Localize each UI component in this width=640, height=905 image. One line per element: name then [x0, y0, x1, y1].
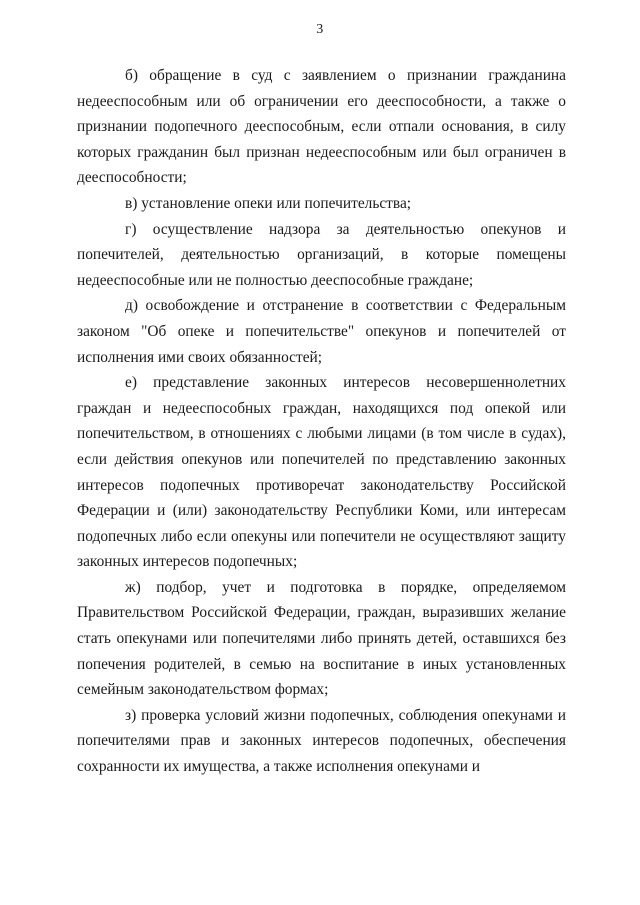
page-number: 3: [316, 22, 324, 37]
paragraph-z: з) проверка условий жизни подопечных, соблюдения опекунами и попечителями прав и законных интересов подопечных, обеспечения сохранности их имущества, а также исполнения опекунами и: [77, 706, 566, 776]
paragraph-e: е) представление законных интересов несовершеннолетних граждан и недееспособных граждан, находящихся под опекой или попечительством, в отношениях с любыми лицами (в том числе в судах), если действия опекунов или попечителей по представлению законных интересов подопечных противоречат законодательству Российской Федерации и (или) законодательству Республики Коми, или интересам подопечных либо если опекуны или попечители не осуществляют защиту законных интересов подопечных;: [77, 374, 566, 571]
paragraph-b: б) обращение в суд с заявлением о признании гражданина недееспособным или об ограничении его дееспособности, а также о признании подопечного дееспособным, если отпали основания, в силу которых гражданин был признан недееспособным или был ограничен в дееспособности;: [77, 67, 566, 187]
paragraph-zh: ж) подбор, учет и подготовка в порядке, определяемом Правительством Российской Федерации, граждан, выразивших желание стать опекунами или попечителями либо принять детей, оставшихся без попечения родителей, в семью на воспитание в иных установленных семейным законодательством формах;: [77, 578, 566, 699]
paragraph-d: д) освобождение и отстранение в соответствии с Федеральным законом "Об опеке и попечительстве" опекунов и попечителей от исполнения ими своих обязанностей;: [77, 297, 566, 366]
paragraph-g: г) осуществление надзора за деятельностью опекунов и попечителей, деятельностью организаций, в которые помещены недееспособные или не полностью дееспособные граждане;: [77, 220, 566, 289]
paragraph-v: в) установление опеки или попечительства;: [125, 194, 412, 212]
document-body: [77, 63, 566, 780]
